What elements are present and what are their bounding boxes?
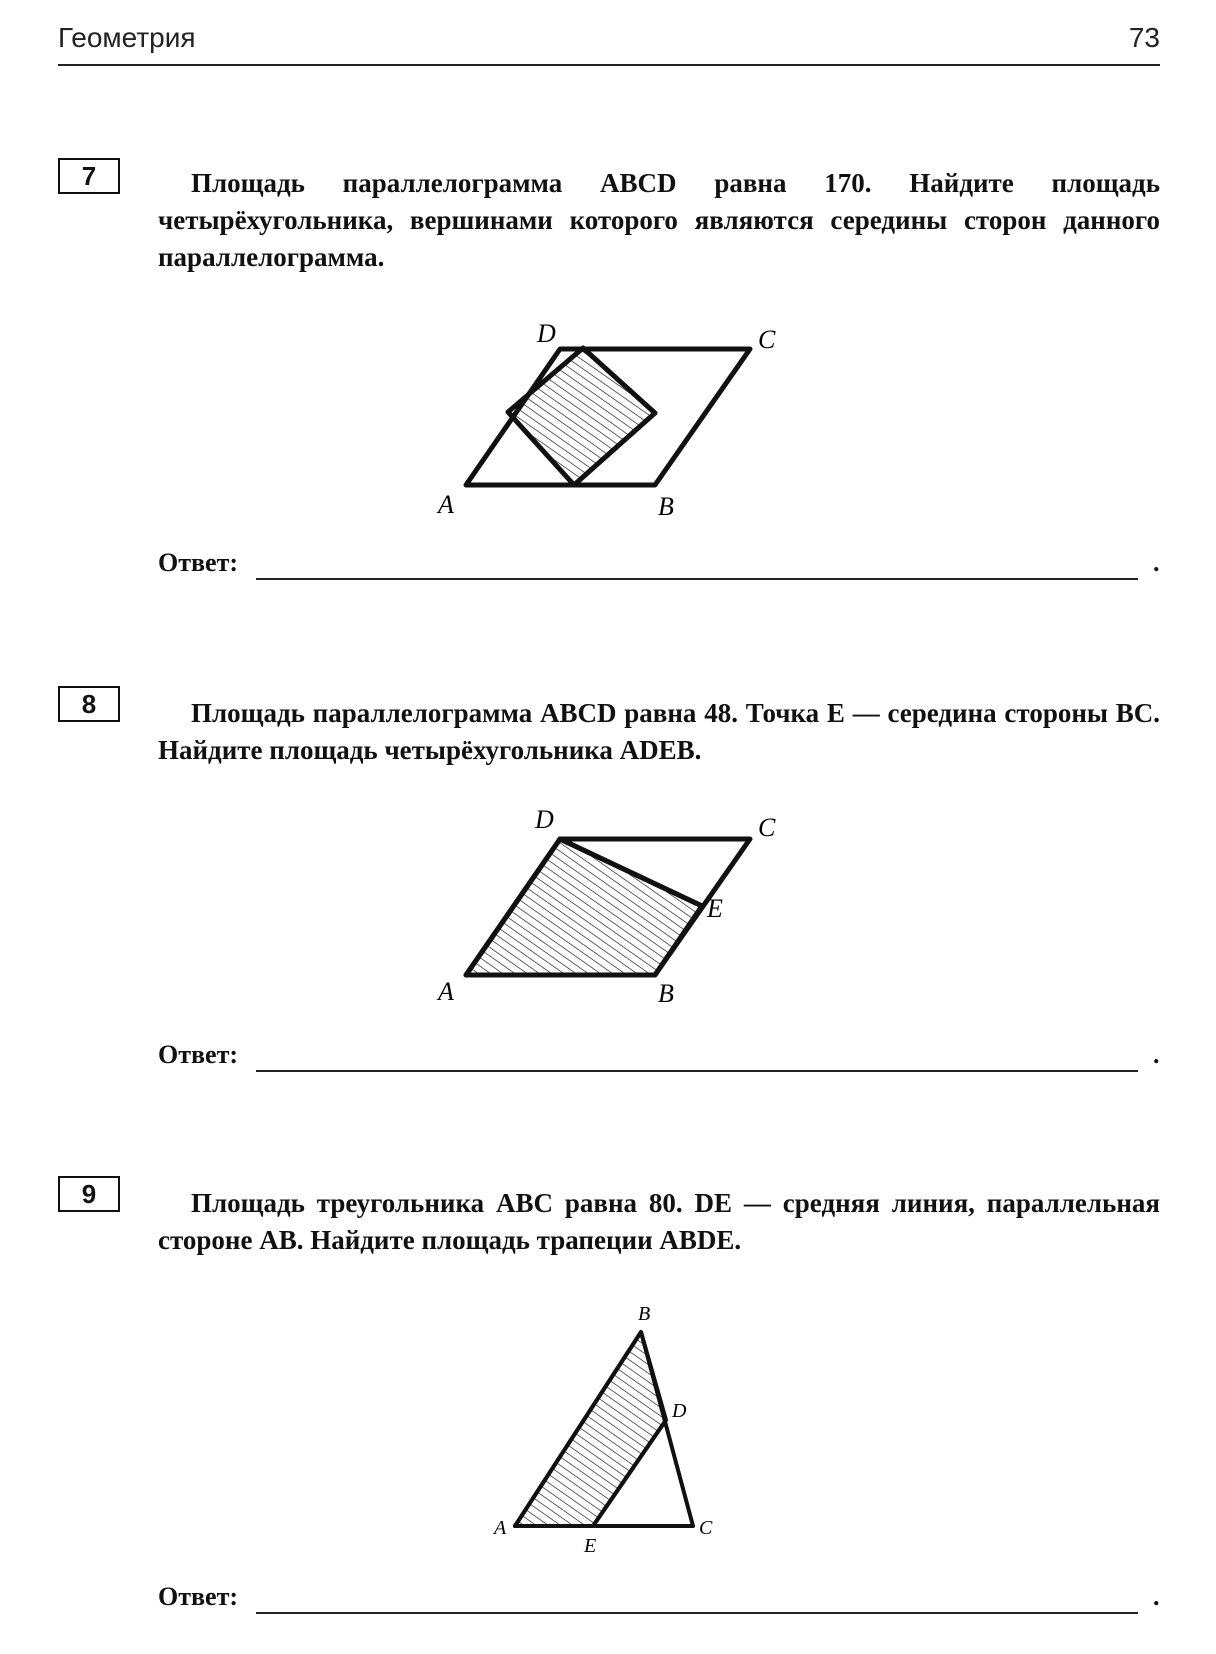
task-text: Площадь параллелограмма ABCD равна 170. Найдите площадь четырёхугольника, вершинами которого являются середины сторон данного параллелограмма.	[158, 168, 1160, 272]
task-number-box: 7	[58, 158, 120, 194]
page-header	[58, 20, 1160, 66]
label-a: A	[438, 977, 454, 1005]
label-e: E	[584, 1535, 597, 1557]
task-number-box: 8	[58, 686, 120, 722]
label-d: D	[535, 805, 554, 834]
label-c: C	[758, 813, 776, 842]
answer-label: Ответ:	[158, 548, 239, 577]
label-d: D	[672, 1400, 687, 1422]
answer-period: .	[1153, 548, 1160, 577]
label-a: A	[438, 490, 454, 515]
task-text: Площадь параллелограмма ABCD равна 48. Точка E — середина стороны BC. Найдите площадь четырёхугольника ADEB.	[158, 698, 1160, 765]
section-title: Геометрия	[58, 22, 196, 53]
midpoint-quadrilateral	[508, 348, 655, 485]
task-text: Площадь треугольника ABC равна 80. DE — средняя линия, параллельная стороне AB. Найдите площадь трапеции ABDE.	[158, 1188, 1160, 1255]
label-b: B	[658, 979, 674, 1005]
answer-label: Ответ:	[158, 1040, 239, 1069]
trapezoid-abde	[515, 1332, 666, 1526]
answer-field[interactable]	[256, 578, 1138, 580]
answer-row	[158, 548, 1168, 582]
page-number: 73	[1128, 22, 1160, 53]
answer-field[interactable]	[256, 1612, 1138, 1614]
label-a: A	[494, 1517, 507, 1539]
figure-triangle-midline	[480, 1290, 740, 1560]
label-c: C	[758, 325, 776, 354]
label-b: B	[658, 492, 674, 515]
label-c: C	[699, 1517, 713, 1539]
task-number-box: 9	[58, 1176, 120, 1212]
answer-row	[158, 1040, 1168, 1074]
label-d: D	[537, 319, 556, 348]
answer-label: Ответ:	[158, 1582, 239, 1611]
answer-field[interactable]	[256, 1070, 1138, 1072]
answer-period: .	[1153, 1582, 1160, 1611]
label-b: B	[638, 1303, 651, 1325]
answer-period: .	[1153, 1040, 1160, 1069]
figure-parallelogram-adeb	[420, 805, 780, 1005]
label-e: E	[707, 894, 723, 923]
answer-row	[158, 1582, 1168, 1616]
figure-parallelogram-midpoints	[420, 315, 780, 515]
